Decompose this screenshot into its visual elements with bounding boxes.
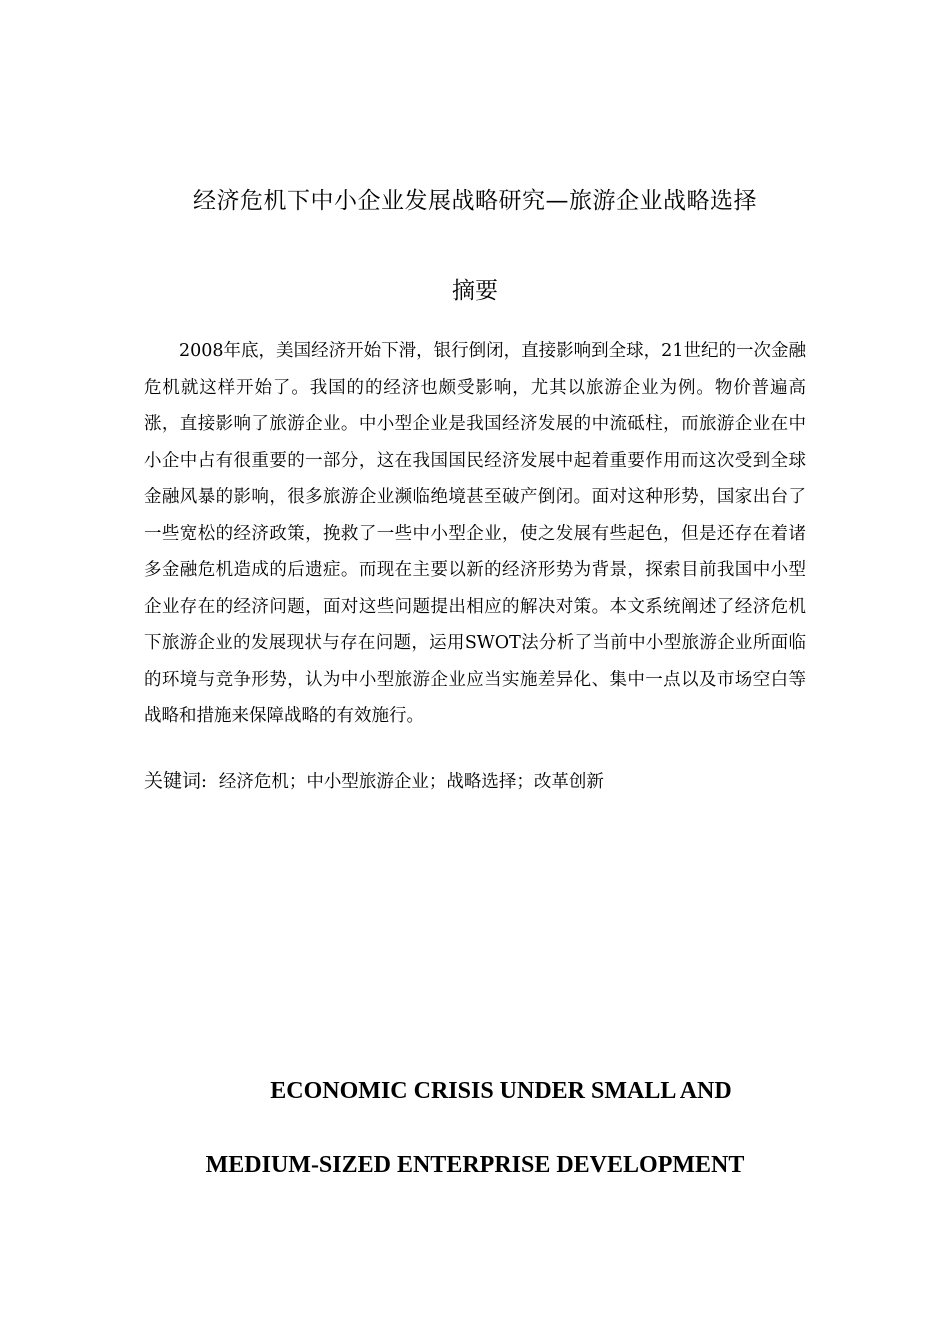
abstract-paragraph: 2008年底，美国经济开始下滑，银行倒闭，直接影响到全球，21世纪的一次金融危机就这样开始了。我国的的经济也颇受影响，尤其以旅游企业为例。物价普遍高涨，直接影响了旅游企业。中小型企业是我国经济发展的中流砥柱，而旅游企业在中小企中占有很重要的一部分，这在我国国民经济发展中起着重要作用而这次受到全球金融风暴的影响，很多旅游企业濒临绝境甚至破产倒闭。面对这种形势，国家出台了一些宽松的经济政策，挽救了一些中小型企业，使之发展有些起色，但是还存在着诸多金融危机造成的后遗症。而现在主要以新的经济形势为背景，探索目前我国中小型企业存在的经济问题，面对这些问题提出相应的解决对策。本文系统阐述了经济危机下旅游企业的发展现状与存在问题，运用SWOT法分析了当前中小型旅游企业所面临的环境与竞争形势，认为中小型旅游企业应当实施差异化、集中一点以及市场空白等战略和措施来保障战略的有效施行。: [144, 341, 806, 726]
keywords-text: 经济危机；中小型旅游企业；战略选择；改革创新: [218, 772, 604, 792]
chinese-title: 经济危机下中小企业发展战略研究—旅游企业战略选择: [193, 188, 757, 214]
abstract-heading: 摘要: [452, 278, 498, 304]
keywords-label: 关键词: [144, 770, 202, 792]
keywords-line: [144, 766, 806, 797]
english-title-line-2: MEDIUM-SIZED ENTERPRISE DEVELOPMENT: [205, 1152, 745, 1178]
english-title-line-1: ECONOMIC CRISIS UNDER SMALL AND: [270, 1078, 732, 1104]
keywords-separator: :: [201, 772, 207, 792]
